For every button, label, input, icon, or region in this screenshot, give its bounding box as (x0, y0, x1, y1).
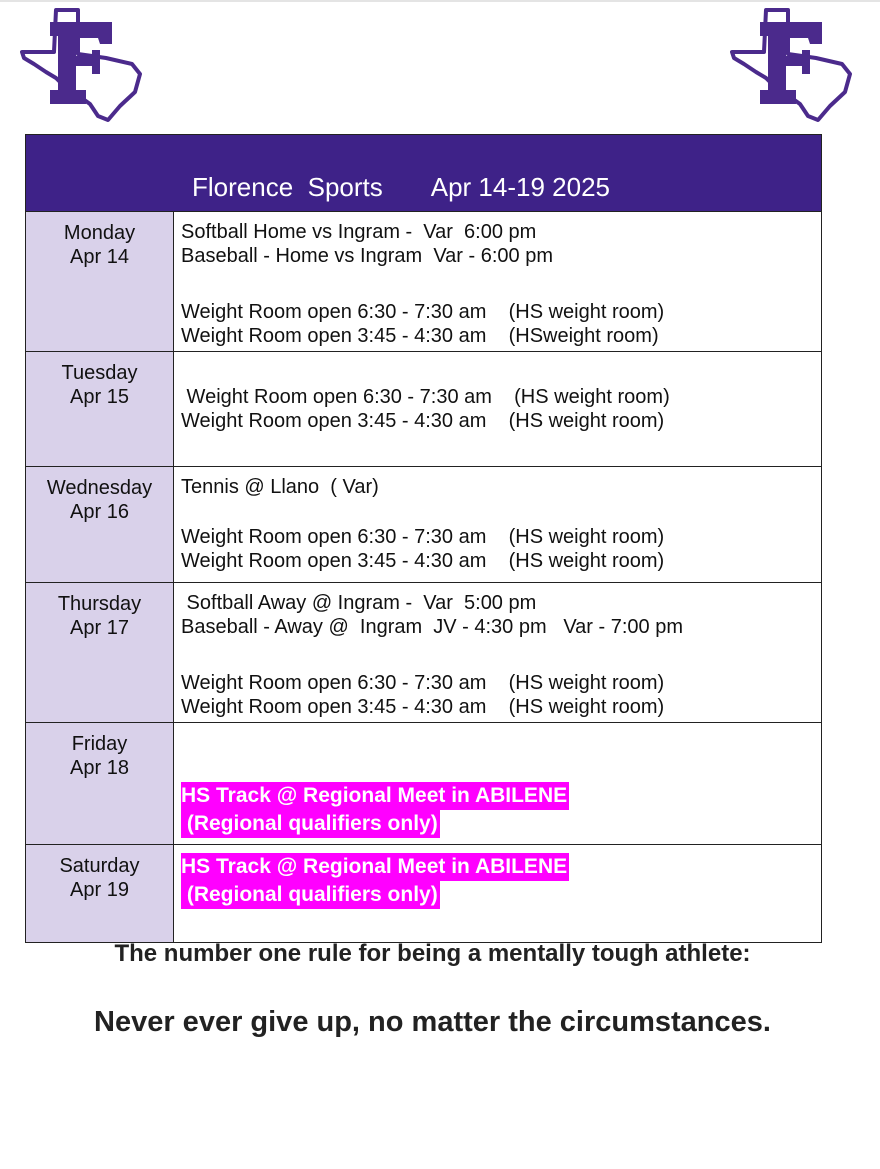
day-cell-wednesday (26, 467, 174, 583)
texas-f-logo-right (730, 8, 852, 126)
weight-room-line: Weight Room open 3:45 - 4:30 am (HS weight room) (181, 410, 665, 432)
events-cell-friday (174, 723, 822, 845)
quote-intro: The number one rule for being a mentally tough athlete: (114, 940, 751, 967)
events-cell-wednesday (174, 467, 822, 583)
texas-f-logo-left (20, 8, 142, 126)
day-name: Monday (63, 222, 136, 244)
day-name: Friday (71, 733, 128, 755)
day-date: Apr 17 (70, 617, 129, 639)
event-line: Baseball - Away @ Ingram JV - 4:30 pm Var - 7:00 pm (181, 616, 683, 638)
day-name: Saturday (59, 855, 140, 877)
day-row-wednesday (26, 467, 822, 583)
day-row-saturday (26, 845, 822, 943)
event-line: Softball Away @ Ingram - Var 5:00 pm (181, 592, 537, 614)
highlighted-event: HS Track @ Regional Meet in ABILENE (181, 853, 569, 881)
weight-room-line: Weight Room open 3:45 - 4:30 am (HS weight room) (181, 550, 665, 572)
top-border (0, 0, 880, 2)
events-cell-monday (174, 212, 822, 352)
event-line: Tennis @ Llano ( Var) (181, 476, 379, 498)
events-cell-thursday (174, 583, 822, 723)
day-cell-saturday (26, 845, 174, 943)
weight-room-line: Weight Room open 6:30 - 7:30 am (HS weight room) (181, 672, 665, 694)
events-cell-tuesday (174, 352, 822, 467)
day-row-monday (26, 212, 822, 352)
quote-rule: Never ever give up, no matter the circumstances. (94, 1006, 771, 1038)
weight-room-line: Weight Room open 6:30 - 7:30 am (HS weight room) (181, 386, 670, 408)
day-name: Wednesday (46, 477, 153, 499)
day-date: Apr 16 (70, 501, 129, 523)
schedule-header-row (26, 135, 822, 212)
day-name: Tuesday (61, 362, 138, 384)
header-title: Florence Sports (192, 172, 383, 202)
day-row-tuesday (26, 352, 822, 467)
event-line: Softball Home vs Ingram - Var 6:00 pm (181, 221, 537, 243)
day-date: Apr 15 (70, 386, 129, 408)
day-date: Apr 19 (70, 879, 129, 901)
highlighted-event-note: (Regional qualifiers only) (181, 810, 440, 838)
weight-room-line: Weight Room open 6:30 - 7:30 am (HS weight room) (181, 526, 665, 548)
event-line: Baseball - Home vs Ingram Var - 6:00 pm (181, 245, 553, 267)
weight-room-line: Weight Room open 6:30 - 7:30 am (HS weight room) (181, 301, 665, 323)
weight-room-line: Weight Room open 3:45 - 4:30 am (HS weight room) (181, 696, 665, 718)
day-cell-thursday (26, 583, 174, 723)
logo-letter: F (20, 8, 21, 9)
events-cell-saturday (174, 845, 822, 943)
day-cell-monday (26, 212, 174, 352)
day-row-friday (26, 723, 822, 845)
day-cell-tuesday (26, 352, 174, 467)
day-row-thursday (26, 583, 822, 723)
schedule-header (26, 135, 822, 212)
day-name: Thursday (57, 593, 142, 615)
day-date: Apr 14 (70, 246, 129, 268)
weight-room-line: Weight Room open 3:45 - 4:30 am (HSweight room) (181, 325, 659, 347)
header-date-range: Apr 14-19 2025 (430, 172, 610, 202)
highlighted-event: HS Track @ Regional Meet in ABILENE (181, 782, 569, 810)
day-date: Apr 18 (70, 757, 129, 779)
highlighted-event-note: (Regional qualifiers only) (181, 881, 440, 909)
day-cell-friday (26, 723, 174, 845)
schedule-table (25, 134, 822, 943)
